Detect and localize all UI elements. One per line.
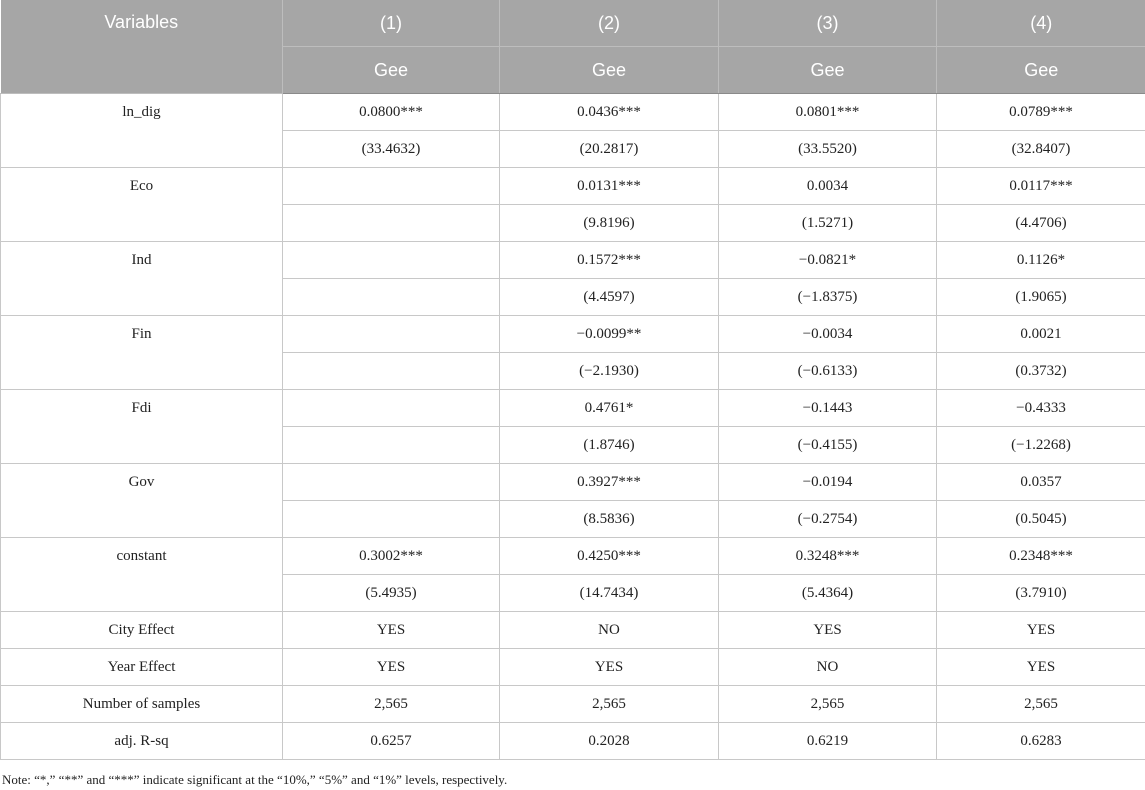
summary-cell: 0.6219 [719, 723, 937, 760]
table-row [1, 686, 1145, 723]
coef-cell [283, 390, 500, 427]
tstat-cell: (0.3732) [937, 353, 1145, 390]
tstat-cell: (1.9065) [937, 279, 1145, 316]
variable-name: Eco [1, 168, 283, 242]
table-note: Note: “*,” “**” and “***” indicate significant at the “10%,” “5%” and “1%” levels, respectively. [2, 772, 508, 787]
coef-cell [283, 168, 500, 205]
coef-cell: 0.0034 [719, 168, 937, 205]
summary-cell: YES [283, 612, 500, 649]
coef-cell: 0.0131*** [500, 168, 719, 205]
table-row [1, 168, 1145, 205]
coef-cell [283, 464, 500, 501]
coef-cell: −0.0099** [500, 316, 719, 353]
tstat-cell [283, 353, 500, 390]
summary-cell: YES [283, 649, 500, 686]
summary-cell: 0.6257 [283, 723, 500, 760]
coef-cell [283, 242, 500, 279]
coef-cell: −0.0194 [719, 464, 937, 501]
coef-cell: −0.4333 [937, 390, 1145, 427]
tstat-cell: (32.8407) [937, 131, 1145, 168]
coef-cell: −0.0821* [719, 242, 937, 279]
coef-cell: 0.1572*** [500, 242, 719, 279]
table-header [1, 0, 1145, 94]
coef-cell: 0.0789*** [937, 94, 1145, 131]
summary-cell: YES [719, 612, 937, 649]
tstat-cell: (0.5045) [937, 501, 1145, 538]
summary-cell: YES [937, 612, 1145, 649]
summary-cell: 0.6283 [937, 723, 1145, 760]
coef-cell: −0.1443 [719, 390, 937, 427]
summary-cell: YES [937, 649, 1145, 686]
summary-cell: 0.2028 [500, 723, 719, 760]
tstat-cell: (5.4364) [719, 575, 937, 612]
summary-cell: NO [500, 612, 719, 649]
coef-cell: 0.1126* [937, 242, 1145, 279]
tstat-cell: (4.4597) [500, 279, 719, 316]
coef-cell: 0.2348*** [937, 538, 1145, 575]
coef-cell: 0.3248*** [719, 538, 937, 575]
coef-cell: 0.0021 [937, 316, 1145, 353]
variable-name: ln_dig [1, 94, 283, 168]
coef-cell: 0.4761* [500, 390, 719, 427]
table-row [1, 612, 1145, 649]
row-label-number-of-samples: Number of samples [1, 686, 283, 723]
table-row [1, 316, 1145, 353]
coef-cell: 0.4250*** [500, 538, 719, 575]
column-header-1: (1) [283, 0, 500, 47]
tstat-cell [283, 279, 500, 316]
column-header-4: (4) [937, 0, 1145, 47]
coef-cell: 0.0357 [937, 464, 1145, 501]
table-row [1, 242, 1145, 279]
column-header-2: (2) [500, 0, 719, 47]
table-row [1, 649, 1145, 686]
table-row [1, 538, 1145, 575]
tstat-cell: (−1.2268) [937, 427, 1145, 464]
summary-cell: NO [719, 649, 937, 686]
tstat-cell: (1.8746) [500, 427, 719, 464]
row-label-year-effect: Year Effect [1, 649, 283, 686]
variable-name: Ind [1, 242, 283, 316]
variables-header: Variables [1, 0, 283, 94]
tstat-cell: (33.5520) [719, 131, 937, 168]
tstat-cell: (−0.4155) [719, 427, 937, 464]
summary-cell: 2,565 [283, 686, 500, 723]
variable-name: constant [1, 538, 283, 612]
row-label-city-effect: City Effect [1, 612, 283, 649]
summary-cell: 2,565 [937, 686, 1145, 723]
variable-name: Gov [1, 464, 283, 538]
tstat-cell [283, 205, 500, 242]
tstat-cell: (−2.1930) [500, 353, 719, 390]
tstat-cell: (4.4706) [937, 205, 1145, 242]
row-label-adj-r-sq: adj. R-sq [1, 723, 283, 760]
column-header-3: (3) [719, 0, 937, 47]
table-row [1, 464, 1145, 501]
coef-cell: 0.0801*** [719, 94, 937, 131]
tstat-cell: (3.7910) [937, 575, 1145, 612]
table-body [1, 94, 1145, 760]
table-row [1, 723, 1145, 760]
coef-cell [283, 316, 500, 353]
coef-cell: 0.0117*** [937, 168, 1145, 205]
tstat-cell: (9.8196) [500, 205, 719, 242]
tstat-cell: (−1.8375) [719, 279, 937, 316]
tstat-cell: (8.5836) [500, 501, 719, 538]
subheader-2: Gee [500, 47, 719, 94]
subheader-3: Gee [719, 47, 937, 94]
tstat-cell: (14.7434) [500, 575, 719, 612]
summary-cell: 2,565 [500, 686, 719, 723]
table-row [1, 94, 1145, 131]
tstat-cell: (5.4935) [283, 575, 500, 612]
summary-cell: YES [500, 649, 719, 686]
variable-name: Fdi [1, 390, 283, 464]
tstat-cell [283, 501, 500, 538]
tstat-cell: (−0.2754) [719, 501, 937, 538]
tstat-cell: (−0.6133) [719, 353, 937, 390]
subheader-1: Gee [283, 47, 500, 94]
tstat-cell: (1.5271) [719, 205, 937, 242]
variable-name: Fin [1, 316, 283, 390]
header-row [1, 0, 1145, 47]
summary-cell: 2,565 [719, 686, 937, 723]
coef-cell: −0.0034 [719, 316, 937, 353]
coef-cell: 0.3002*** [283, 538, 500, 575]
tstat-cell: (20.2817) [500, 131, 719, 168]
coef-cell: 0.0800*** [283, 94, 500, 131]
coef-cell: 0.0436*** [500, 94, 719, 131]
table-row [1, 390, 1145, 427]
coef-cell: 0.3927*** [500, 464, 719, 501]
tstat-cell: (33.4632) [283, 131, 500, 168]
tstat-cell [283, 427, 500, 464]
subheader-4: Gee [937, 47, 1145, 94]
